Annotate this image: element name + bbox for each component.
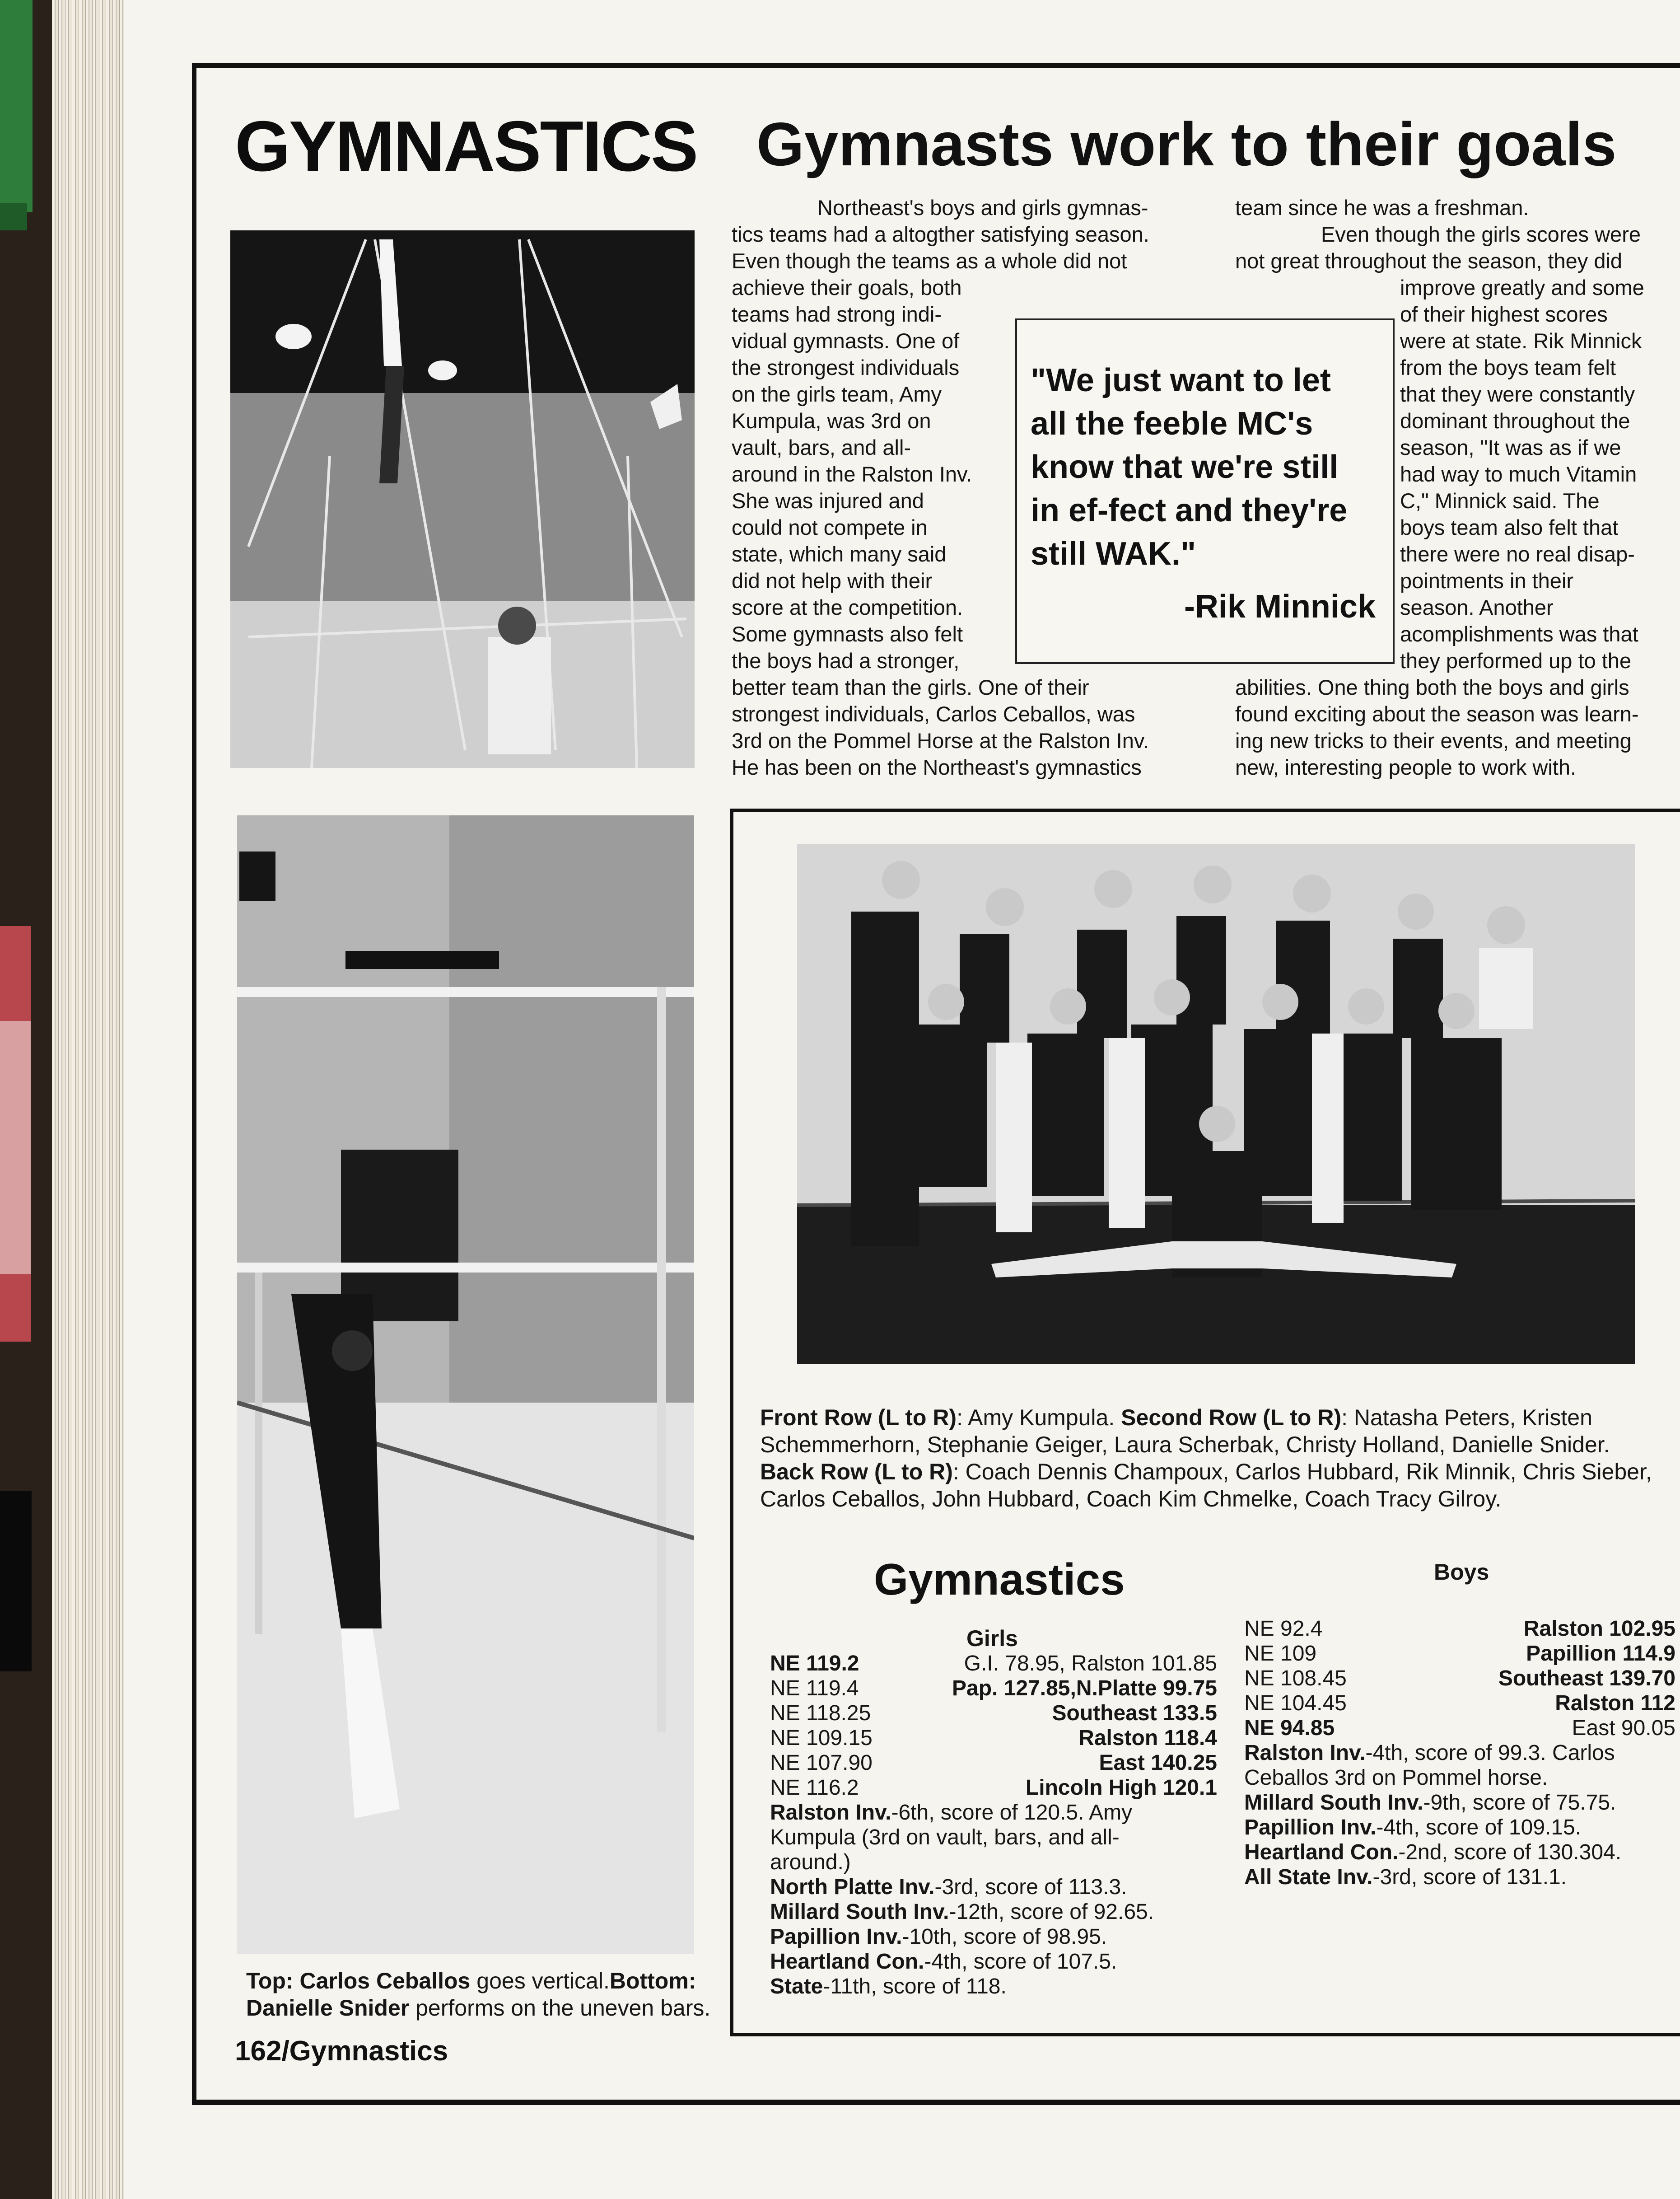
caption-bottom-name: Danielle Snider bbox=[246, 1995, 410, 2021]
boys-ne-score: NE 108.45 bbox=[1244, 1666, 1347, 1690]
second-row-label: Second Row (L to R) bbox=[1121, 1405, 1342, 1430]
meet-result: -10th, score of 98.95. bbox=[902, 1925, 1107, 1949]
meet-result: -4th, score of 99.3. Carlos bbox=[1365, 1741, 1615, 1765]
front-row-label: Front Row (L to R) bbox=[760, 1405, 957, 1430]
meet-name: Ralston Inv. bbox=[1244, 1741, 1366, 1765]
girls-ne-score: NE 119.4 bbox=[770, 1676, 859, 1700]
article-line: 3rd on the Pommel Horse at the Ralston Inv. bbox=[732, 729, 1149, 753]
headline: Gymnasts work to their goals bbox=[756, 110, 1617, 178]
article-line: Even though the teams as a whole did not bbox=[732, 249, 1127, 273]
article-line: tics teams had a altogther satisfying season. bbox=[732, 222, 1149, 246]
article-line: Northeast's boys and girls gymnas- bbox=[817, 196, 1148, 220]
red-tab-light bbox=[0, 1021, 31, 1274]
article-line: not great throughout the season, they did bbox=[1235, 249, 1623, 273]
girls-score-row bbox=[770, 1701, 1217, 1726]
boys-score-row bbox=[1244, 1666, 1675, 1691]
boys-opp-score: Ralston 102.95 bbox=[1523, 1617, 1675, 1641]
article-line: they performed up to the bbox=[1400, 649, 1632, 673]
article-line: vidual gymnasts. One of bbox=[732, 329, 960, 353]
article-line: of their highest scores bbox=[1400, 302, 1608, 326]
article-line: were at state. Rik Minnick bbox=[1400, 329, 1642, 353]
girls-score-row bbox=[770, 1775, 1217, 1800]
meet-result: -3rd, score of 113.3. bbox=[934, 1875, 1127, 1899]
meet-name: Ralston Inv. bbox=[770, 1801, 891, 1825]
meet-result: Ceballos 3rd on Pommel horse. bbox=[1244, 1766, 1548, 1790]
meet-name: Millard South Inv. bbox=[1244, 1791, 1423, 1815]
back-row-names: : Coach Dennis Champoux, Carlos Hubbard, Rik Minnik, Chris Sieber, bbox=[952, 1459, 1652, 1484]
section-title: GYMNASTICS bbox=[235, 107, 697, 186]
title-bar bbox=[235, 102, 1680, 192]
quote-text: "We just want to let all the feeble MC's know that we're still in ef-fect and they're still WAK." bbox=[1031, 362, 1348, 572]
girls-result bbox=[770, 1850, 1217, 1875]
meet-result: -4th, score of 107.5. bbox=[924, 1950, 1117, 1974]
front-row-names: : Amy Kumpula. bbox=[957, 1405, 1115, 1430]
caption-bottom-colon: : bbox=[688, 1968, 696, 1993]
boys-opp-score: Papillion 114.9 bbox=[1526, 1642, 1675, 1666]
boys-result bbox=[1244, 1815, 1675, 1840]
article-line: around in the Ralston Inv. bbox=[732, 462, 972, 486]
article-line: from the boys team felt bbox=[1400, 356, 1616, 379]
boys-result bbox=[1244, 1740, 1675, 1765]
scoreboard-title: Gymnastics bbox=[874, 1554, 1125, 1604]
caption-top-name: : Carlos Ceballos bbox=[285, 1968, 471, 1993]
girls-opp-score: Ralston 118.4 bbox=[1078, 1726, 1217, 1750]
team-photo bbox=[797, 844, 1635, 1364]
article-line: there were no real disap- bbox=[1400, 542, 1635, 566]
meet-name: Heartland Con. bbox=[1244, 1840, 1399, 1864]
girls-score-row bbox=[770, 1676, 1217, 1701]
girls-opp-score: Lincoln High 120.1 bbox=[1025, 1776, 1217, 1800]
caption-bottom-text: performs on the uneven bars. bbox=[409, 1995, 711, 2021]
article-line: on the girls team, Amy bbox=[732, 382, 942, 406]
article-line: He has been on the Northeast's gymnastics bbox=[732, 755, 1142, 779]
article-line: boys team also felt that bbox=[1400, 515, 1619, 539]
girls-ne-score: NE 116.2 bbox=[770, 1776, 859, 1800]
team-caption-line-1 bbox=[760, 1404, 1652, 1431]
team-caption-line-4: Carlos Ceballos, John Hubbard, Coach Kim Chmelke, Coach Tracy Gilroy. bbox=[760, 1486, 1502, 1511]
article-line: better team than the girls. One of their bbox=[732, 675, 1089, 699]
back-row-label: Back Row (L to R) bbox=[760, 1459, 953, 1484]
caption-line-2 bbox=[246, 1994, 710, 2021]
meet-result: around.) bbox=[770, 1850, 851, 1874]
black-tab bbox=[0, 1491, 32, 1671]
boys-result bbox=[1244, 1865, 1675, 1890]
article-line: teams had strong indi- bbox=[732, 302, 942, 326]
page-folio: 162/Gymnastics bbox=[235, 2035, 448, 2067]
girls-result bbox=[770, 1875, 1217, 1900]
girls-score-row bbox=[770, 1651, 1217, 1676]
girls-opp-score: G.I. 78.95, Ralston 101.85 bbox=[964, 1652, 1217, 1675]
article-line: season, "It was as if we bbox=[1400, 435, 1621, 459]
photo-caption bbox=[246, 1967, 710, 2021]
article-line: acomplishments was that bbox=[1400, 622, 1638, 646]
boys-result bbox=[1244, 1790, 1675, 1815]
article-line: the strongest individuals bbox=[732, 356, 960, 379]
boys-opp-score: Ralston 112 bbox=[1555, 1691, 1675, 1715]
uneven-bars-photo bbox=[237, 815, 694, 1954]
article-line: dominant throughout the bbox=[1400, 409, 1630, 433]
team-caption bbox=[760, 1404, 1652, 1512]
article-line: achieve their goals, both bbox=[732, 276, 962, 299]
girls-ne-score: NE 119.2 bbox=[770, 1652, 859, 1675]
article-line: could not compete in bbox=[732, 515, 928, 539]
article-line: pointments in their bbox=[1400, 569, 1574, 593]
meet-name: State bbox=[770, 1974, 823, 1998]
article-line: C," Minnick said. The bbox=[1400, 489, 1600, 513]
girls-opp-score: East 140.25 bbox=[1099, 1751, 1217, 1775]
boys-ne-score: NE 104.45 bbox=[1244, 1691, 1347, 1715]
girls-result bbox=[770, 1800, 1217, 1825]
caption-bottom-label: Bottom bbox=[609, 1968, 689, 1993]
article-line: state, which many said bbox=[732, 542, 947, 566]
girls-result bbox=[770, 1924, 1217, 1949]
boys-ne-score: NE 94.85 bbox=[1244, 1716, 1335, 1740]
meet-result: -9th, score of 75.75. bbox=[1423, 1791, 1616, 1815]
girls-ne-score: NE 118.25 bbox=[770, 1701, 871, 1725]
book-spine bbox=[0, 0, 52, 2199]
green-tab bbox=[0, 0, 33, 212]
article-line: found exciting about the season was learn- bbox=[1235, 702, 1639, 726]
article-line: score at the competition. bbox=[732, 595, 963, 619]
boys-label: Boys bbox=[1434, 1559, 1489, 1585]
girls-ne-score: NE 109.15 bbox=[770, 1726, 873, 1750]
meet-result: -6th, score of 120.5. Amy bbox=[891, 1801, 1133, 1825]
meet-name: All State Inv. bbox=[1244, 1865, 1373, 1889]
page-edges bbox=[52, 0, 124, 2199]
rings-photo bbox=[230, 230, 695, 768]
girls-scores bbox=[770, 1651, 1217, 1999]
green-tab-edge bbox=[0, 203, 27, 230]
team-caption-line-3 bbox=[760, 1458, 1652, 1485]
girls-score-row bbox=[770, 1750, 1217, 1775]
meet-result: -11th, score of 118. bbox=[823, 1974, 1007, 1998]
article-line: Some gymnasts also felt bbox=[732, 622, 963, 646]
article-line: new, interesting people to work with. bbox=[1235, 755, 1577, 779]
article-line: ing new tricks to their events, and meeting bbox=[1235, 729, 1632, 753]
meet-name: Millard South Inv. bbox=[770, 1900, 949, 1924]
article-line: vault, bars, and all- bbox=[732, 435, 911, 459]
article-line: abilities. One thing both the boys and girls bbox=[1235, 675, 1629, 699]
meet-name: Papillion Inv. bbox=[1244, 1815, 1377, 1839]
girls-ne-score: NE 107.90 bbox=[770, 1751, 873, 1775]
meet-result: -4th, score of 109.15. bbox=[1376, 1815, 1582, 1839]
girls-result bbox=[770, 1974, 1217, 1999]
article-line: that they were constantly bbox=[1400, 382, 1635, 406]
quote-author: -Rik Minnick bbox=[1184, 589, 1376, 625]
boys-scores bbox=[1244, 1616, 1675, 1890]
boys-ne-score: NE 92.4 bbox=[1244, 1617, 1323, 1641]
article-line: did not help with their bbox=[732, 569, 933, 593]
girls-opp-score: Southeast 133.5 bbox=[1052, 1701, 1217, 1725]
meet-result: -2nd, score of 130.304. bbox=[1398, 1840, 1622, 1864]
caption-top-text: goes vertical. bbox=[470, 1968, 610, 1993]
boys-ne-score: NE 109 bbox=[1244, 1642, 1317, 1666]
article-line: improve greatly and some bbox=[1400, 276, 1644, 299]
meet-name: Heartland Con. bbox=[770, 1950, 924, 1974]
boys-result bbox=[1244, 1765, 1675, 1790]
second-row-names: : Natasha Peters, Kristen bbox=[1341, 1405, 1592, 1430]
article-line: the boys had a stronger, bbox=[732, 649, 960, 673]
team-caption-line-2: Schemmerhorn, Stephanie Geiger, Laura Scherbak, Christy Holland, Danielle Snider. bbox=[760, 1432, 1610, 1457]
article-line: strongest individuals, Carlos Ceballos, was bbox=[732, 702, 1135, 726]
article-line: She was injured and bbox=[732, 489, 924, 513]
article-line: Kumpula, was 3rd on bbox=[732, 409, 931, 433]
girls-label: Girls bbox=[966, 1626, 1018, 1651]
caption-top-label: Top bbox=[246, 1968, 286, 1993]
caption-line-1 bbox=[246, 1967, 710, 1994]
meet-name: North Platte Inv. bbox=[770, 1875, 935, 1899]
pull-quote bbox=[1015, 318, 1395, 664]
boys-opp-score: Southeast 139.70 bbox=[1498, 1666, 1675, 1690]
meet-result: Kumpula (3rd on vault, bars, and all- bbox=[770, 1825, 1120, 1849]
boys-opp-score: East 90.05 bbox=[1572, 1716, 1675, 1740]
girls-result bbox=[770, 1900, 1217, 1924]
article-line: Even though the girls scores were bbox=[1321, 222, 1641, 246]
article-line: team since he was a freshman. bbox=[1235, 196, 1529, 220]
girls-result bbox=[770, 1825, 1217, 1850]
meet-name: Papillion Inv. bbox=[770, 1925, 902, 1949]
girls-opp-score: Pap. 127.85,N.Platte 99.75 bbox=[952, 1676, 1217, 1700]
boys-score-row bbox=[1244, 1616, 1675, 1641]
article-line: had way to much Vitamin bbox=[1400, 462, 1637, 486]
boys-score-row bbox=[1244, 1716, 1675, 1740]
meet-result: -3rd, score of 131.1. bbox=[1372, 1865, 1567, 1889]
meet-result: -12th, score of 92.65. bbox=[949, 1900, 1154, 1924]
boys-score-row bbox=[1244, 1641, 1675, 1666]
girls-score-row bbox=[770, 1726, 1217, 1750]
boys-result bbox=[1244, 1840, 1675, 1865]
girls-result bbox=[770, 1949, 1217, 1974]
boys-score-row bbox=[1244, 1691, 1675, 1716]
article-line: season. Another bbox=[1400, 595, 1554, 619]
